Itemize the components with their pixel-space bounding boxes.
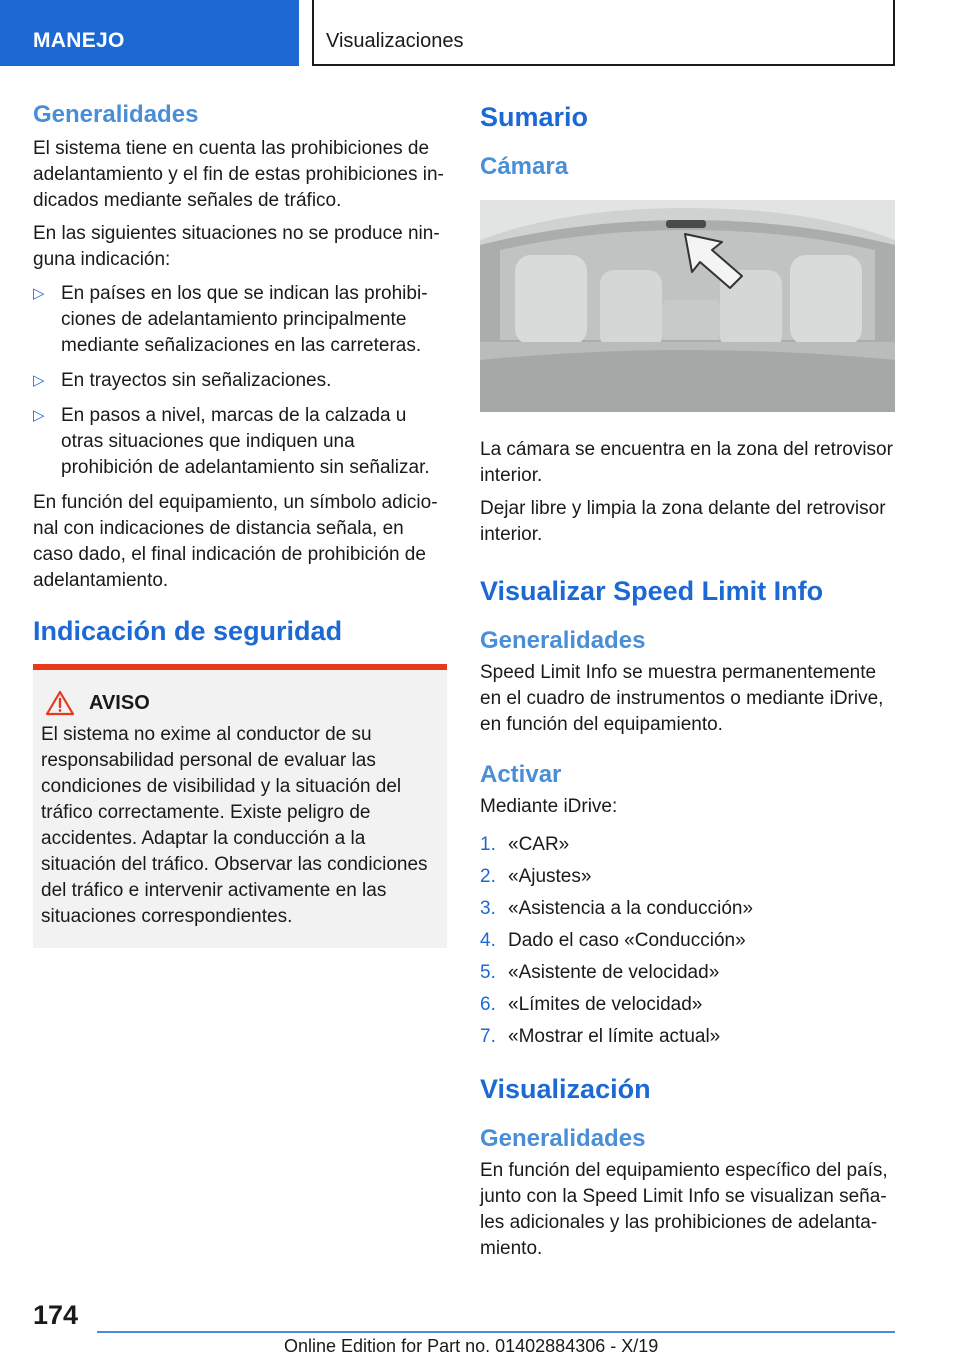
list-item: 5. «Asistente de velocidad» xyxy=(480,962,720,983)
list-item: 3. «Asistencia a la conducción» xyxy=(480,898,754,919)
footer-rule xyxy=(97,1331,895,1333)
heading-generalidades: Generalidades xyxy=(33,101,199,128)
paragraph-symbol: En función del equipamiento, un símbolo adicional con indicaciones de distancia señala, en caso dado, el final indicación de prohibición de adelantamiento. xyxy=(33,492,438,591)
heading-generalidades-3: Generalidades xyxy=(480,1125,646,1152)
heading-generalidades-2: Generalidades xyxy=(480,627,646,654)
bullet-list xyxy=(33,281,447,481)
paragraph-situations: En las siguientes situaciones no se produce ninguna indicación: xyxy=(33,223,440,270)
header-divider-right xyxy=(893,0,895,66)
page-header xyxy=(0,0,960,66)
list-item: ▷ En países en los que se indican las prohibiciones de adelantamiento principalmente mediante señalizaciones en las carreteras. xyxy=(33,283,428,356)
camera-location-photo xyxy=(480,200,895,412)
list-item: 1. «CAR» xyxy=(480,834,570,855)
header-divider-left xyxy=(312,0,314,66)
section-label: MANEJO xyxy=(33,29,125,52)
bullet-triangle-icon: ▷ xyxy=(33,407,45,424)
header-underline xyxy=(312,64,895,66)
right-column xyxy=(480,100,895,1269)
paragraph-visualizacion: En función del equipamiento específico del país, junto con la Speed Limit Info se visualizan señales adicionales y las prohibiciones de adelantamiento. xyxy=(480,1160,888,1259)
warning-header xyxy=(45,690,439,716)
bullet-triangle-icon: ▷ xyxy=(33,285,45,302)
list-item: 2. «Ajustes» xyxy=(480,866,592,887)
paragraph-idrive: Mediante iDrive: xyxy=(480,796,618,817)
paragraph-camera-location: La cámara se encuentra en la zona del retrovisor interior. xyxy=(480,439,893,486)
heading-speed-limit-info: Visualizar Speed Limit Info xyxy=(480,576,824,606)
heading-seguridad: Indicación de seguridad xyxy=(33,616,343,646)
list-item: 4. Dado el caso «Conducción» xyxy=(480,930,746,951)
footer-edition: Online Edition for Part no. 01402884306 - X/19 xyxy=(284,1336,659,1356)
paragraph-camera-clean: Dejar libre y limpia la zona delante del retrovisor interior. xyxy=(480,498,886,545)
list-item: 7. «Mostrar el límite actual» xyxy=(480,1026,721,1047)
warning-box xyxy=(33,670,447,948)
left-column xyxy=(33,100,447,948)
page-number: 174 xyxy=(33,1300,79,1330)
paragraph-speed-limit: Speed Limit Info se muestra permanentemente en el cuadro de instrumentos o mediante iDrive, en función del equipamiento. xyxy=(480,662,884,735)
warning-title: AVISO xyxy=(89,691,150,714)
heading-activar: Activar xyxy=(480,761,562,788)
list-item: ▷ En trayectos sin señalizaciones. xyxy=(33,368,447,394)
list-item: 6. «Límites de velocidad» xyxy=(480,994,703,1015)
heading-camara: Cámara xyxy=(480,153,569,180)
section-tab xyxy=(0,0,299,66)
list-item: ▷ En pasos a nivel, marcas de la calzada u otras situaciones que indiquen una prohibición de adelantamiento sin señalizar. xyxy=(33,405,430,478)
heading-visualizacion: Visualización xyxy=(480,1074,651,1104)
bullet-triangle-icon: ▷ xyxy=(33,372,45,389)
paragraph-intro: El sistema tiene en cuenta las prohibiciones de adelantamiento y el fin de estas prohibiciones indicados mediante señales de tráfico. xyxy=(33,138,444,211)
warning-triangle-icon xyxy=(45,690,75,716)
warning-text: El sistema no exime al conductor de su responsabilidad personal de evaluar las condiciones de visibilidad y la situación del tráfico correctamente. Existe peligro de accidentes. Adaptar la conducción a la situación del tráfico. Observar las condiciones del tráfico e intervenir activamente en las situaciones correspondientes. xyxy=(41,724,428,927)
heading-sumario: Sumario xyxy=(480,102,589,132)
chapter-title: Visualizaciones xyxy=(326,30,464,52)
steps-list xyxy=(480,832,895,1050)
